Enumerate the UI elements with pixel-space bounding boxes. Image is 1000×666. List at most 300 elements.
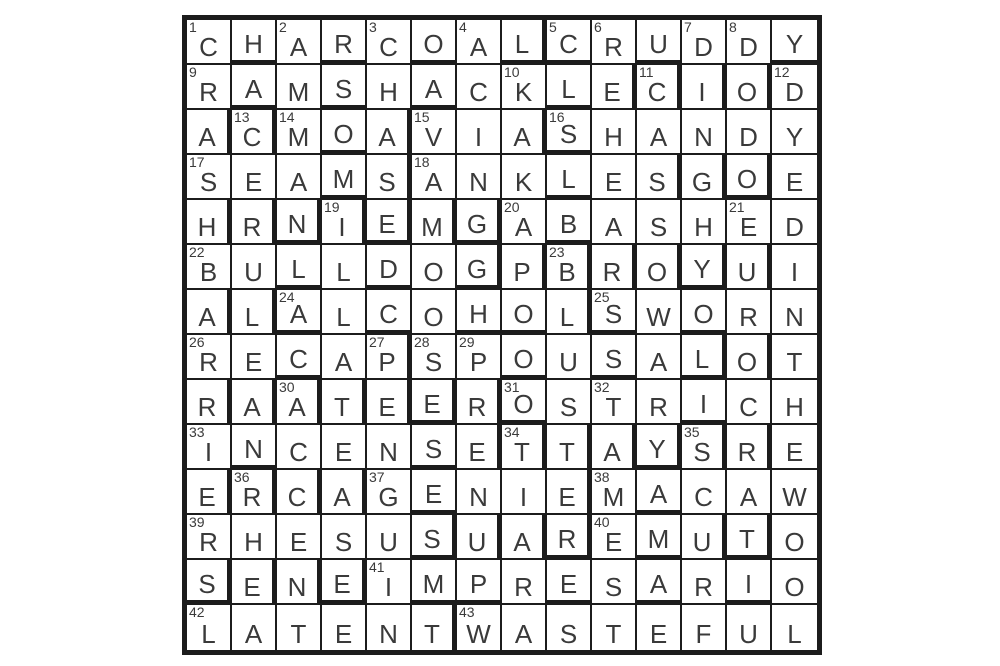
grid-cell[interactable] — [322, 20, 367, 65]
cell-letter: S — [559, 392, 578, 422]
grid-cell[interactable] — [727, 470, 772, 515]
grid-cell[interactable] — [322, 560, 367, 605]
cell-letter: C — [242, 122, 262, 152]
clue-number: 32 — [594, 379, 610, 395]
cell-letter: K — [514, 167, 533, 197]
cell-letter: A — [244, 619, 263, 649]
grid-cell[interactable] — [457, 110, 502, 155]
cell-letter: W — [646, 302, 671, 332]
grid-cell[interactable] — [682, 155, 727, 200]
grid-cell[interactable] — [547, 290, 592, 335]
cell-letter: T — [739, 524, 755, 554]
cell-letter: E — [198, 482, 216, 512]
grid-cell[interactable] — [412, 425, 457, 470]
grid-cell[interactable] — [367, 560, 412, 605]
cell-letter: T — [605, 619, 622, 649]
grid-cell[interactable] — [727, 560, 772, 605]
cell-letter: A — [378, 122, 396, 152]
cell-letter: B — [559, 209, 578, 239]
grid-cell[interactable] — [277, 335, 322, 380]
cell-letter: E — [785, 437, 804, 467]
cell-letter: A — [333, 482, 351, 512]
cell-letter: A — [244, 74, 263, 104]
grid-cell[interactable] — [637, 470, 682, 515]
grid-cell[interactable] — [502, 290, 547, 335]
cell-letter: N — [244, 434, 263, 464]
grid-cell[interactable] — [322, 200, 367, 245]
grid-cell[interactable] — [232, 380, 277, 425]
cell-letter: Y — [785, 29, 804, 59]
grid-cell[interactable] — [547, 605, 592, 650]
grid-cell[interactable] — [412, 335, 457, 380]
cell-letter: T — [290, 619, 307, 649]
cell-letter: C — [469, 77, 488, 107]
cell-letter: R — [242, 482, 262, 512]
grid-cell[interactable] — [772, 245, 817, 290]
grid-cell[interactable] — [682, 380, 727, 425]
grid-cell[interactable] — [187, 20, 232, 65]
grid-cell[interactable] — [547, 515, 592, 560]
grid-cell[interactable] — [637, 425, 682, 470]
grid-cell[interactable] — [637, 20, 682, 65]
grid-cell[interactable] — [637, 335, 682, 380]
grid-cell[interactable] — [502, 335, 547, 380]
cell-letter: A — [514, 619, 533, 649]
grid-cell[interactable] — [412, 110, 457, 155]
grid-cell[interactable] — [367, 335, 412, 380]
cell-letter: H — [197, 212, 217, 242]
cell-letter: F — [695, 619, 712, 649]
cell-letter: U — [649, 29, 668, 59]
grid-cell[interactable] — [592, 200, 637, 245]
cell-letter: O — [423, 302, 444, 332]
grid-cell[interactable] — [457, 470, 502, 515]
cell-letter: N — [785, 302, 804, 332]
grid-cell[interactable] — [502, 470, 547, 515]
cell-letter: T — [424, 619, 440, 649]
cell-letter: I — [790, 257, 799, 287]
grid-cell[interactable] — [772, 290, 817, 335]
cell-letter: U — [739, 619, 758, 649]
grid-cell[interactable] — [187, 515, 232, 560]
grid-cell[interactable] — [187, 425, 232, 470]
grid-cell[interactable] — [727, 515, 772, 560]
cell-letter: O — [693, 299, 714, 329]
grid-cell[interactable] — [232, 290, 277, 335]
grid-cell[interactable] — [637, 245, 682, 290]
grid-cell[interactable] — [322, 515, 367, 560]
grid-cell[interactable] — [412, 605, 457, 650]
grid-cell[interactable] — [502, 200, 547, 245]
grid-cell[interactable] — [457, 515, 502, 560]
grid-cell[interactable] — [727, 425, 772, 470]
grid-cell[interactable] — [547, 155, 592, 200]
grid-cell[interactable] — [502, 110, 547, 155]
clue-number: 24 — [279, 289, 295, 305]
grid-cell[interactable] — [682, 65, 727, 110]
grid-cell[interactable] — [727, 245, 772, 290]
grid-cell[interactable] — [187, 335, 232, 380]
grid-cell[interactable] — [232, 605, 277, 650]
grid-cell[interactable] — [772, 110, 817, 155]
grid-cell[interactable] — [637, 65, 682, 110]
grid-cell[interactable] — [547, 470, 592, 515]
grid-cell[interactable] — [367, 605, 412, 650]
grid-cell[interactable] — [682, 515, 727, 560]
grid-cell[interactable] — [322, 155, 367, 200]
grid-cell[interactable] — [592, 380, 637, 425]
grid-cell[interactable] — [232, 245, 277, 290]
cell-letter: L — [244, 302, 260, 332]
grid-cell[interactable] — [232, 200, 277, 245]
cell-letter: U — [737, 257, 757, 287]
cell-letter: R — [604, 32, 623, 62]
grid-cell[interactable] — [502, 380, 547, 425]
cell-letter: C — [287, 482, 307, 512]
grid-cell[interactable] — [592, 470, 637, 515]
grid-cell[interactable] — [592, 20, 637, 65]
grid-cell[interactable] — [682, 470, 727, 515]
grid-cell[interactable] — [592, 515, 637, 560]
cell-letter: Y — [648, 434, 666, 464]
cell-letter: C — [647, 77, 667, 107]
grid-cell[interactable] — [592, 605, 637, 650]
grid-cell[interactable] — [322, 110, 367, 155]
cell-letter: A — [288, 392, 306, 422]
grid-cell[interactable] — [727, 20, 772, 65]
grid-cell[interactable] — [277, 290, 322, 335]
grid-cell[interactable] — [187, 380, 232, 425]
grid-cell[interactable] — [502, 65, 547, 110]
grid-cell[interactable] — [457, 425, 502, 470]
cell-letter: O — [784, 527, 805, 557]
grid-cell[interactable] — [232, 155, 277, 200]
grid-cell[interactable] — [502, 605, 547, 650]
grid-cell[interactable] — [547, 110, 592, 155]
grid-cell[interactable] — [727, 110, 772, 155]
cell-letter: E — [785, 167, 804, 197]
cell-letter: A — [513, 527, 531, 557]
grid-cell[interactable] — [592, 245, 637, 290]
grid-cell[interactable] — [277, 425, 322, 470]
cell-letter: S — [423, 524, 441, 554]
clue-number: 33 — [189, 424, 205, 440]
cell-letter: S — [424, 434, 443, 464]
cell-letter: E — [378, 392, 396, 422]
grid-cell[interactable] — [772, 560, 817, 605]
grid-cell[interactable] — [277, 380, 322, 425]
grid-cell[interactable] — [412, 245, 457, 290]
grid-cell[interactable] — [277, 110, 322, 155]
grid-cell[interactable] — [457, 200, 502, 245]
cell-letter: S — [649, 212, 668, 242]
grid-cell[interactable] — [322, 380, 367, 425]
grid-cell[interactable] — [367, 380, 412, 425]
clue-number: 12 — [774, 64, 790, 80]
grid-cell[interactable] — [277, 560, 322, 605]
cell-letter: R — [199, 347, 218, 377]
grid-cell[interactable] — [322, 290, 367, 335]
grid-cell[interactable] — [277, 605, 322, 650]
grid-cell[interactable] — [412, 470, 457, 515]
grid-cell[interactable] — [547, 425, 592, 470]
grid-cell[interactable] — [367, 155, 412, 200]
grid-cell[interactable] — [727, 155, 772, 200]
cell-letter: C — [199, 32, 218, 62]
grid-cell[interactable] — [637, 515, 682, 560]
clue-number: 29 — [459, 334, 475, 350]
cell-letter: I — [699, 389, 708, 419]
grid-cell[interactable] — [772, 20, 817, 65]
grid-cell[interactable] — [367, 290, 412, 335]
grid-cell[interactable] — [232, 515, 277, 560]
grid-cell[interactable] — [772, 65, 817, 110]
grid-cell[interactable] — [637, 110, 682, 155]
grid-cell[interactable] — [187, 605, 232, 650]
grid-cell[interactable] — [772, 470, 817, 515]
grid-cell[interactable] — [367, 65, 412, 110]
grid-cell[interactable] — [637, 200, 682, 245]
grid-cell[interactable] — [592, 425, 637, 470]
cell-letter: O — [736, 77, 758, 107]
grid-cell[interactable] — [682, 335, 727, 380]
grid-cell[interactable] — [772, 425, 817, 470]
grid-cell[interactable] — [277, 515, 322, 560]
cell-letter: A — [243, 392, 261, 422]
grid-cell[interactable] — [457, 605, 502, 650]
grid-cell[interactable] — [772, 335, 817, 380]
cell-letter: S — [334, 527, 353, 557]
grid-cell[interactable] — [322, 65, 367, 110]
grid-cell[interactable] — [322, 425, 367, 470]
cell-letter: R — [649, 392, 668, 422]
grid-cell[interactable] — [772, 200, 817, 245]
grid-cell[interactable] — [637, 560, 682, 605]
grid-cell[interactable] — [772, 605, 817, 650]
grid-cell[interactable] — [187, 470, 232, 515]
clue-number: 42 — [189, 604, 205, 620]
grid-cell[interactable] — [772, 380, 817, 425]
grid-cell[interactable] — [547, 335, 592, 380]
grid-cell[interactable] — [592, 65, 637, 110]
grid-cell[interactable] — [727, 65, 772, 110]
grid-cell[interactable] — [592, 110, 637, 155]
grid-cell[interactable] — [502, 425, 547, 470]
grid-cell[interactable] — [232, 425, 277, 470]
grid-cell[interactable] — [592, 155, 637, 200]
grid-cell[interactable] — [457, 155, 502, 200]
grid-cell[interactable] — [187, 560, 232, 605]
cell-letter: U — [467, 527, 487, 557]
cell-letter: R — [199, 527, 218, 557]
grid-cell[interactable] — [412, 380, 457, 425]
cell-letter: L — [561, 74, 576, 104]
grid-cell[interactable] — [367, 470, 412, 515]
grid-cell[interactable] — [547, 380, 592, 425]
cell-letter: T — [786, 347, 803, 377]
grid-cell[interactable] — [547, 200, 592, 245]
grid-cell[interactable] — [727, 290, 772, 335]
clue-number: 5 — [549, 19, 557, 35]
cell-letter: E — [468, 437, 486, 467]
cell-letter: O — [513, 344, 534, 374]
cell-letter: G — [466, 209, 488, 239]
cell-letter: L — [787, 619, 802, 649]
grid-cell[interactable] — [727, 335, 772, 380]
cell-letter: L — [514, 29, 530, 59]
grid-cell[interactable] — [637, 155, 682, 200]
grid-cell[interactable] — [682, 425, 727, 470]
cell-letter: S — [648, 167, 666, 197]
grid-cell[interactable] — [457, 560, 502, 605]
grid-cell[interactable] — [277, 20, 322, 65]
cell-letter: W — [782, 482, 807, 512]
grid-cell[interactable] — [367, 245, 412, 290]
grid-cell[interactable] — [682, 110, 727, 155]
grid-cell[interactable] — [232, 20, 277, 65]
grid-cell[interactable] — [727, 380, 772, 425]
cell-letter: A — [334, 347, 353, 377]
grid-cell[interactable] — [502, 245, 547, 290]
grid-cell[interactable] — [367, 20, 412, 65]
grid-cell[interactable] — [322, 245, 367, 290]
grid-cell[interactable] — [682, 200, 727, 245]
grid-cell[interactable] — [547, 65, 592, 110]
clue-number: 4 — [459, 19, 467, 35]
grid-cell[interactable] — [547, 245, 592, 290]
grid-cell[interactable] — [457, 380, 502, 425]
cell-letter: E — [739, 212, 758, 242]
grid-cell[interactable] — [187, 200, 232, 245]
clue-number: 31 — [504, 379, 520, 395]
clue-number: 25 — [594, 289, 610, 305]
cell-letter: V — [424, 122, 443, 152]
cell-letter: W — [466, 619, 491, 649]
cell-letter: E — [243, 572, 261, 602]
cell-letter: S — [693, 437, 711, 467]
grid-cell[interactable] — [232, 65, 277, 110]
grid-cell[interactable] — [772, 515, 817, 560]
cell-letter: A — [649, 479, 668, 509]
grid-cell[interactable] — [502, 515, 547, 560]
cell-letter: D — [739, 122, 758, 152]
grid-cell[interactable] — [457, 245, 502, 290]
cell-letter: R — [334, 29, 353, 59]
cell-letter: M — [421, 212, 443, 242]
cell-letter: N — [469, 482, 488, 512]
grid-cell[interactable] — [637, 290, 682, 335]
grid-cell[interactable] — [592, 560, 637, 605]
cell-letter: T — [559, 437, 575, 467]
grid-cell[interactable] — [277, 470, 322, 515]
grid-cell[interactable] — [682, 560, 727, 605]
grid-cell[interactable] — [277, 155, 322, 200]
grid-cell[interactable] — [232, 560, 277, 605]
grid-cell[interactable] — [322, 605, 367, 650]
grid-cell[interactable] — [277, 200, 322, 245]
cell-letter: T — [514, 437, 530, 467]
clue-number: 3 — [369, 19, 377, 35]
grid-cell[interactable] — [727, 605, 772, 650]
grid-cell[interactable] — [187, 110, 232, 155]
cell-letter: E — [603, 77, 621, 107]
grid-cell[interactable] — [412, 290, 457, 335]
grid-cell[interactable] — [232, 110, 277, 155]
grid-cell[interactable] — [277, 65, 322, 110]
grid-cell[interactable] — [412, 515, 457, 560]
grid-cell[interactable] — [187, 65, 232, 110]
cell-letter: U — [379, 527, 398, 557]
grid-cell[interactable] — [187, 155, 232, 200]
grid-cell[interactable] — [367, 200, 412, 245]
grid-cell[interactable] — [547, 20, 592, 65]
grid-cell[interactable] — [592, 290, 637, 335]
grid-cell[interactable] — [637, 380, 682, 425]
grid-cell[interactable] — [772, 155, 817, 200]
grid-cell[interactable] — [682, 20, 727, 65]
grid-cell[interactable] — [187, 290, 232, 335]
grid-cell[interactable] — [682, 290, 727, 335]
grid-cell[interactable] — [412, 155, 457, 200]
cell-letter: D — [379, 254, 398, 284]
grid-cell[interactable] — [457, 20, 502, 65]
cell-letter: U — [559, 347, 578, 377]
grid-cell[interactable] — [322, 470, 367, 515]
grid-cell[interactable] — [457, 65, 502, 110]
grid-cell[interactable] — [547, 560, 592, 605]
grid-cell[interactable] — [502, 155, 547, 200]
grid-cell[interactable] — [187, 245, 232, 290]
grid-cell[interactable] — [367, 425, 412, 470]
cell-letter: H — [244, 527, 263, 557]
grid-cell[interactable] — [367, 515, 412, 560]
grid-cell[interactable] — [412, 200, 457, 245]
grid-cell[interactable] — [367, 110, 412, 155]
clue-number: 18 — [414, 154, 430, 170]
grid-cell[interactable] — [412, 20, 457, 65]
cell-letter: E — [423, 389, 441, 419]
cell-letter: L — [561, 164, 576, 194]
grid-cell[interactable] — [322, 335, 367, 380]
clue-number: 7 — [684, 19, 692, 35]
grid-cell[interactable] — [592, 335, 637, 380]
cell-letter: H — [785, 392, 804, 422]
grid-cell[interactable] — [412, 560, 457, 605]
grid-cell[interactable] — [682, 605, 727, 650]
grid-cell[interactable] — [412, 65, 457, 110]
cell-letter: D — [739, 32, 758, 62]
cell-letter: E — [559, 569, 578, 599]
cell-letter: D — [785, 212, 804, 242]
grid-cell[interactable] — [637, 605, 682, 650]
grid-cell[interactable] — [682, 245, 727, 290]
grid-cell[interactable] — [502, 20, 547, 65]
cell-letter: N — [694, 122, 713, 152]
clue-number: 15 — [414, 109, 430, 125]
grid-cell[interactable] — [457, 335, 502, 380]
grid-cell[interactable] — [232, 470, 277, 515]
grid-cell[interactable] — [727, 200, 772, 245]
cell-letter: I — [744, 569, 753, 599]
cell-letter: H — [379, 77, 398, 107]
grid-cell[interactable] — [457, 290, 502, 335]
clue-number: 40 — [594, 514, 610, 530]
grid-cell[interactable] — [502, 560, 547, 605]
grid-cell[interactable] — [277, 245, 322, 290]
cell-letter: R — [197, 392, 217, 422]
cell-letter: L — [559, 302, 575, 332]
grid-cell[interactable] — [232, 335, 277, 380]
